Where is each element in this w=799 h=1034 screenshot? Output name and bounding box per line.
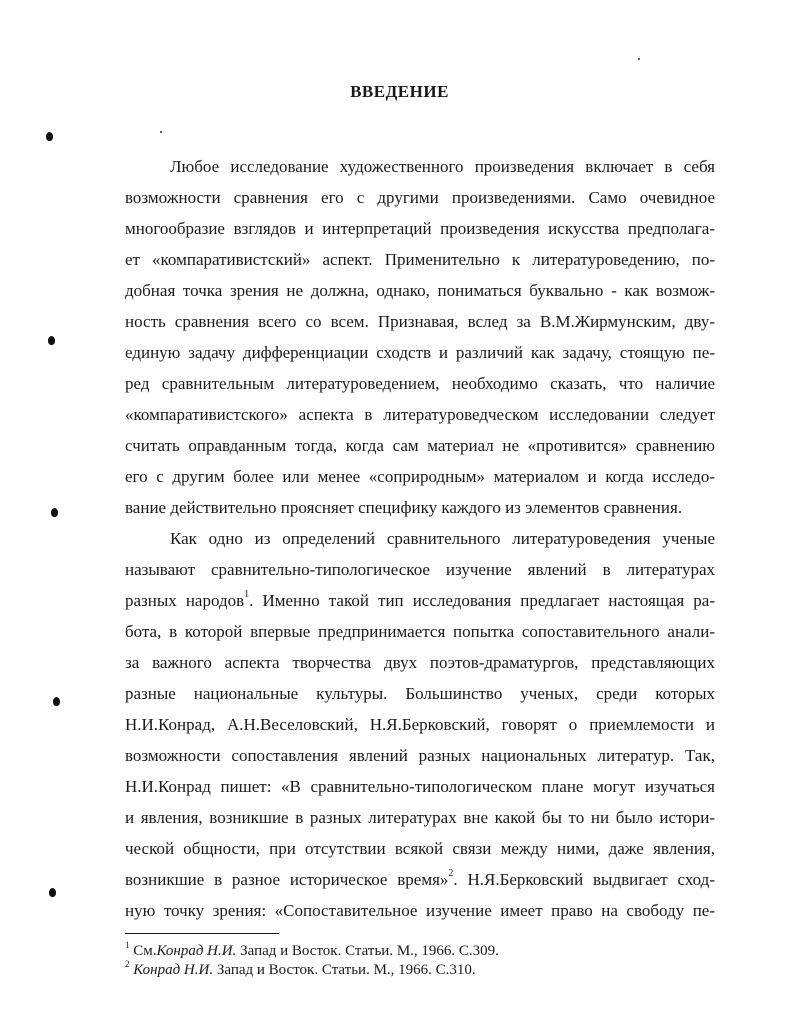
text-line: считать оправданным тогда, когда сам материал не «противится» сравнению xyxy=(125,436,715,455)
text-line: единую задачу дифференциации сходств и различий как задачу, стоящую пе- xyxy=(125,343,715,362)
text-line: ность сравнения всего со всем. Признавая, вслед за В.М.Жирмунским, дву- xyxy=(125,312,715,331)
text-line: возможности сравнения его с другими произведениями. Само очевидное xyxy=(125,188,715,207)
footnote-text: Запад и Восток. Статьи. М., 1966. С.310. xyxy=(213,962,476,978)
footnote-text: Запад и Восток. Статьи. М., 1966. С.309. xyxy=(236,943,499,959)
text-line: ред сравнительным литературоведением, необходимо сказать, что наличие xyxy=(125,374,715,393)
binding-hole-mark xyxy=(53,697,60,706)
binding-hole-mark xyxy=(51,508,58,517)
page-title: ВВЕДЕНИЕ xyxy=(350,82,449,101)
text-line: многообразие взглядов и интерпретаций произведения искусства предполага- xyxy=(125,219,715,238)
text-fragment: . Именно такой тип исследования предлагает настоящая ра- xyxy=(249,591,715,610)
footnote-ref-1: 1 xyxy=(244,589,250,601)
footnote-number: 1 xyxy=(125,940,130,950)
text-line: его с другим более или менее «соприродным» материалом и когда исследо- xyxy=(125,467,715,486)
text-line: ет «компаративистский» аспект. Применительно к литературоведению, по- xyxy=(125,250,715,269)
text-fragment: возникшие в разное историческое время» xyxy=(125,870,449,889)
text-line: возможности сопоставления явлений разных национальных литератур. Так, xyxy=(125,746,715,765)
text-line: за важного аспекта творчества двух поэтов-драматургов, представляющих xyxy=(125,653,715,672)
text-line: Н.И.Конрад, А.Н.Веселовский, Н.Я.Берковский, говорят о приемлемости и xyxy=(125,715,715,734)
footnote-2 xyxy=(125,961,476,979)
text-line xyxy=(125,870,715,890)
footnote-number: 2 xyxy=(125,959,130,969)
text-line: называют сравнительно-типологическое изучение явлений в литературах xyxy=(125,560,715,579)
footnote-1 xyxy=(125,942,499,960)
footnote-author: Конрад Н.И. xyxy=(156,943,237,959)
text-line: «компаративистского» аспекта в литературоведческом исследовании следует xyxy=(125,405,715,424)
binding-hole-mark xyxy=(49,888,56,897)
footnote-author: Конрад Н.И. xyxy=(133,962,214,978)
binding-hole-mark xyxy=(48,336,55,345)
footnote-ref-2: 2 xyxy=(448,868,454,880)
footnote-prefix: См. xyxy=(133,943,157,959)
text-line: ную точку зрения: «Сопоставительное изучение имеет право на свободу пе- xyxy=(125,901,715,920)
text-line xyxy=(125,591,715,611)
text-fragment: разных народов xyxy=(125,591,245,610)
text-fragment: . Н.Я.Берковский выдвигает сход- xyxy=(453,870,715,889)
text-line: бота, в которой впервые предпринимается попытка сопоставительного анали- xyxy=(125,622,715,641)
text-line: добная точка зрения не должна, однако, пониматься буквально - как возмож- xyxy=(125,281,715,300)
text-line: вание действительно проясняет специфику каждого из элементов сравнения. xyxy=(125,498,683,517)
text-line: Любое исследование художественного произведения включает в себя xyxy=(170,157,715,176)
scan-speck xyxy=(638,58,640,60)
text-line: ческой общности, при отсутствии всякой связи между ними, даже явления, xyxy=(125,839,715,858)
text-line: Как одно из определений сравнительного литературоведения ученые xyxy=(170,529,715,548)
text-line: и явления, возникшие в разных литературах вне какой бы то ни было истори- xyxy=(125,808,715,827)
text-line: разные национальные культуры. Большинство ученых, среди которых xyxy=(125,684,715,703)
binding-hole-mark xyxy=(46,132,53,141)
scan-speck xyxy=(160,131,162,133)
text-line: Н.И.Конрад пишет: «В сравнительно-типологическом плане могут изучаться xyxy=(125,777,715,796)
footnote-divider xyxy=(125,933,279,934)
